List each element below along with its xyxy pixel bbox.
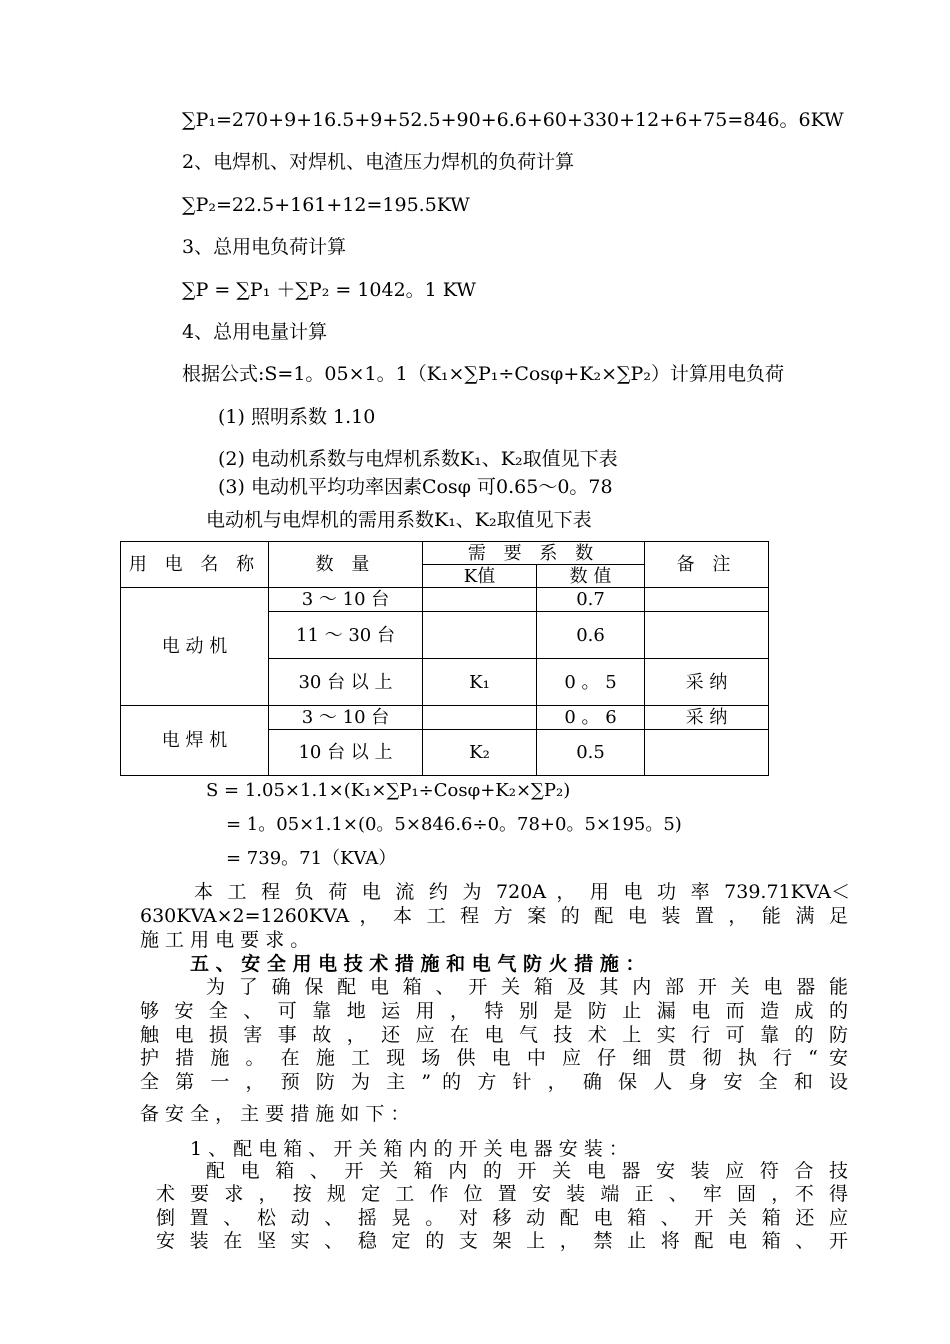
para-load-current-1: 本 工 程 负 荷 电 流 约 为 720A ， 用 电 功 率 739.71KVA＜: [194, 881, 850, 903]
qty-cell: 3 ～ 10 台: [269, 588, 423, 612]
value-cell: 0.5: [537, 730, 645, 776]
value-cell: 0 。 5: [537, 659, 645, 706]
para-safety-2: 够 安 全 、 可 靠 地 运 用 ， 特 别 是 防 止 漏 电 而 造 成 的: [140, 1000, 848, 1022]
note-cell: 采 纳: [645, 706, 769, 730]
value-cell: 0.6: [537, 612, 645, 659]
para-install-2: 术 要 求 ， 按 规 定 工 作 位 置 安 装 端 正 、 牢 固 ，不 得: [156, 1183, 848, 1205]
heading-total-load: 3、总用电负荷计算: [182, 236, 347, 258]
heading-total-power: 4、总用电量计算: [182, 321, 328, 343]
qty-cell: 30 台 以 上: [269, 659, 423, 706]
k-cell: [423, 612, 537, 659]
coefficient-table: [120, 541, 769, 776]
section-5-title: 五 、 安 全 用 电 技 术 措 施 和 电 气 防 火 措 施 ：: [190, 953, 645, 975]
sum-p2-line: ∑P₂=22.5+161+12=195.5KW: [182, 194, 470, 216]
para-install-4: 安 装 在 坚 实 、 稳 定 的 支 架 上 ， 禁 止 将 配 电 箱 、 开: [156, 1230, 848, 1252]
para-install-1: 配 电 箱 、 开 关 箱 内 的 开 关 电 器 安 装 应 符 合 技: [206, 1160, 848, 1182]
para-safety-5: 全 第 一 ， 预 防 为 主 ” 的 方 针 ， 确 保 人 身 安 全 和 设: [140, 1071, 848, 1093]
para-load-current-3: 施 工 用 电 要 求 。: [140, 929, 310, 951]
calc-line-3: = 739。71（KVA）: [226, 848, 397, 869]
k-cell: K₁: [423, 659, 537, 706]
header-demand-coefficient: 需 要 系 数: [423, 542, 645, 565]
item-cosphi: (3) 电动机平均功率因素Cosφ 可0.65～0。78: [218, 476, 613, 498]
value-cell: 0.7: [537, 588, 645, 612]
note-cell: [645, 588, 769, 612]
sum-p-line: ∑P = ∑P₁ ＋∑P₂ = 1042。1 KW: [182, 279, 476, 301]
header-k-value: K值: [423, 565, 537, 588]
group-welder: 电 焊 机: [121, 706, 269, 776]
para-safety-1: 为 了 确 保 配 电 箱 、 开 关 箱 及 其 内 部 开 关 电 器 能: [206, 976, 848, 998]
para-safety-3: 触 电 损 害 事 故 ， 还 应 在 电 气 技 术 上 实 行 可 靠 的 防: [140, 1024, 848, 1046]
header-remarks: 备 注: [645, 542, 769, 588]
header-quantity: 数 量: [269, 542, 423, 588]
heading-welder-load: 2、电焊机、对焊机、电渣压力焊机的负荷计算: [182, 151, 575, 173]
para-safety-4: 护 措 施 。 在 施 工 现 场 供 电 中 应 仔 细 贯 彻 执 行 “ 安: [140, 1047, 848, 1069]
formula-line: 根据公式:S=1。05×1。1（K₁×∑P₁÷Cosφ+K₂×∑P₂）计算用电负荷: [182, 363, 784, 385]
note-cell: 采 纳: [645, 659, 769, 706]
header-usage-name: 用 电 名 称: [121, 542, 269, 588]
subsection-1-title: 1 、 配 电 箱 、 开 关 箱 内 的 开 关 电 器 安 装 ：: [190, 1138, 628, 1160]
note-cell: [645, 730, 769, 776]
k-cell: [423, 588, 537, 612]
k-cell: K₂: [423, 730, 537, 776]
table-caption: 电动机与电焊机的需用系数K₁、K₂取值见下表: [206, 509, 592, 531]
qty-cell: 11 ～ 30 台: [269, 612, 423, 659]
para-safety-6: 备 安 全 ， 主 要 措 施 如 下 ：: [140, 1103, 410, 1125]
table-row: [121, 588, 769, 612]
value-cell: 0 。 6: [537, 706, 645, 730]
calc-line-2: = 1。05×1.1×(0。5×846.6÷0。78+0。5×195。5): [226, 814, 682, 835]
group-motor: 电 动 机: [121, 588, 269, 706]
k-cell: [423, 706, 537, 730]
table-row: [121, 706, 769, 730]
para-load-current-2: 630KVA×2=1260KVA ， 本 工 程 方 案 的 配 电 装 置 ， 能 满 足: [140, 905, 848, 927]
table-header-row: [121, 542, 769, 565]
item-motor-welder: (2) 电动机系数与电焊机系数K₁、K₂取值见下表: [218, 448, 618, 470]
item-lighting: (1) 照明系数 1.10: [218, 406, 376, 428]
note-cell: [645, 612, 769, 659]
calc-line-1: S = 1.05×1.1×(K₁×∑P₁÷Cosφ+K₂×∑P₂): [206, 780, 571, 801]
header-number-value: 数 值: [537, 565, 645, 588]
sum-p1-line: ∑P₁=270+9+16.5+9+52.5+90+6.6+60+330+12+6+75=846。6KW: [182, 109, 844, 131]
qty-cell: 3 ～ 10 台: [269, 706, 423, 730]
para-install-3: 倒 置 、 松 动 、 摇 晃 。 对 移 动 配 电 箱 、 开 关 箱 还 应: [156, 1207, 848, 1229]
qty-cell: 10 台 以 上: [269, 730, 423, 776]
